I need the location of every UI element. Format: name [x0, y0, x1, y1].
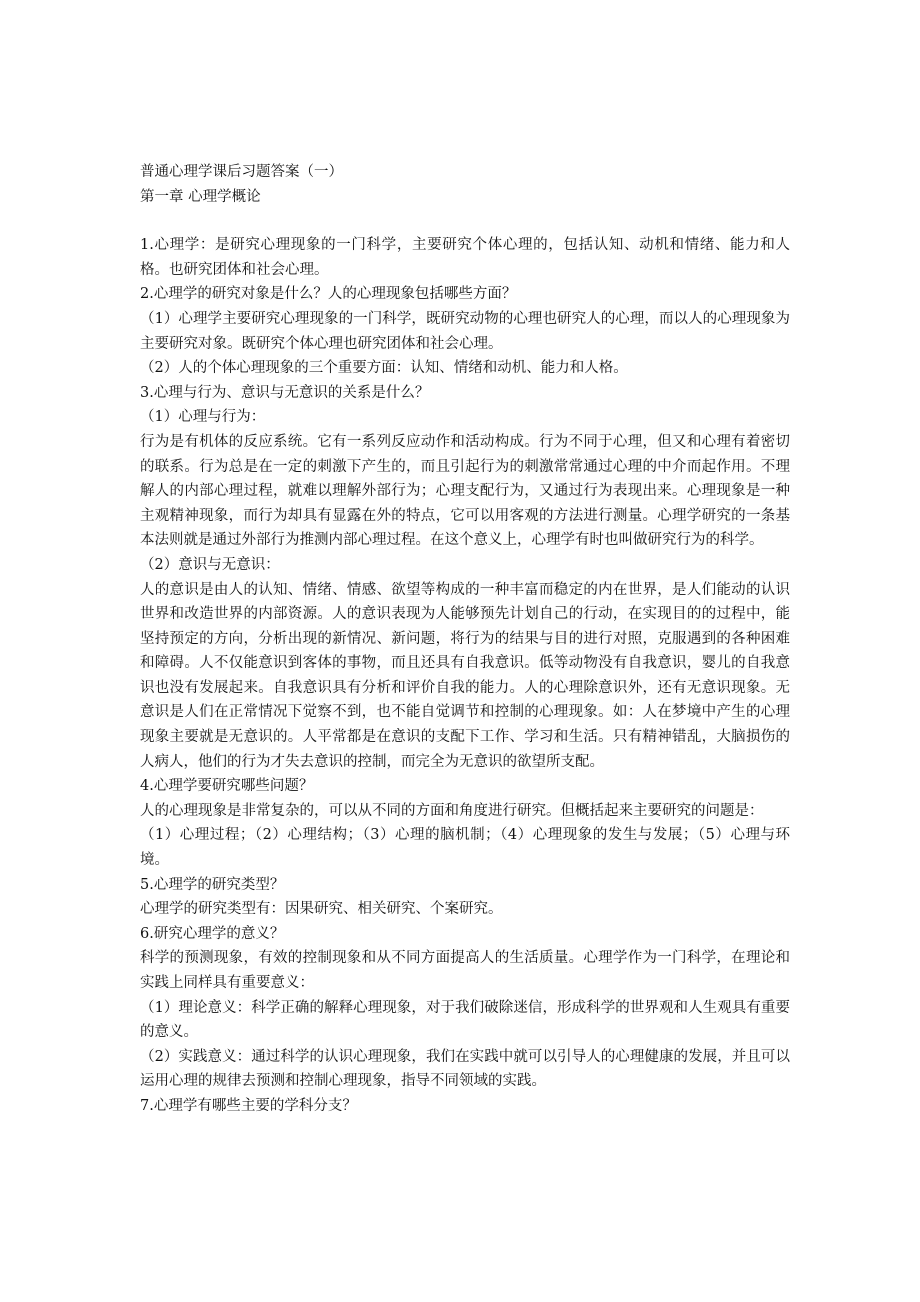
paragraph: 人的心理现象是非常复杂的，可以从不同的方面和角度进行研究。但概括起来主要研究的问题是：: [140, 802, 764, 819]
question-heading: 6.研究心理学的意义？: [140, 925, 285, 942]
document-body: [140, 160, 790, 1119]
paragraph: 人的意识是由人的认知、情绪、情感、欲望等构成的一种丰富而稳定的内在世界，是人们能动的认识世界和改造世界的内部资源。人的意识表现为人能够预先计划自己的行动，在实现目的的过程中，能坚持预定的方向，分析出现的新情况、新问题，将行为的结果与目的进行对照，克服遇到的各种困难和障碍。人不仅能意识到客体的事物，而且还具有自我意识。低等动物没有自我意识，婴儿的自我意识也没有发展起来。自我意识具有分析和评价自我的能力。人的心理除意识外，还有无意识现象。无意识是人们在正常情况下觉察不到，也不能自觉调节和控制的心理现象。如：人在梦境中产生的心理现象主要就是无意识的。人平常都是在意识的支配下工作、学习和生活。只有精神错乱，大脑损伤的人病人，他们的行为才失去意识的控制，而完全为无意识的欲望所支配。: [140, 581, 790, 770]
question-heading: 7.心理学有哪些主要的学科分支？: [140, 1097, 357, 1114]
paragraph: （1）心理学主要研究心理现象的一门科学，既研究动物的心理也研究人的心理，而以人的心理现象为主要研究对象。既研究个体心理也研究团体和社会心理。: [140, 310, 790, 352]
paragraph: （2）人的个体心理现象的三个重要方面：认知、情绪和动机、能力和人格。: [140, 360, 628, 377]
question-heading: 2.心理学的研究对象是什么？人的心理现象包括哪些方面？: [140, 286, 517, 303]
subheading: （2）意识与无意识：: [140, 556, 280, 573]
paragraph: 1.心理学：是研究心理现象的一门科学，主要研究个体心理的，包括认知、动机和情绪、能力和人格。也研究团体和社会心理。: [140, 237, 790, 278]
question-heading: 3.心理与行为、意识与无意识的关系是什么？: [140, 384, 430, 401]
subheading: （1）心理与行为：: [140, 409, 266, 426]
document-title: 普通心理学课后习题答案（一）: [140, 164, 343, 180]
paragraph: （2）实践意义：通过科学的认识心理现象，我们在实践中就可以引导人的心理健康的发展，并且可以运用心理的规律去预测和控制心理现象，指导不同领域的实践。: [140, 1048, 790, 1090]
paragraph: 心理学的研究类型有：因果研究、相关研究、个案研究。: [140, 901, 503, 918]
question-heading: 4.心理学要研究哪些问题？: [140, 778, 314, 795]
question-heading: 5.心理学的研究类型？: [140, 876, 285, 893]
paragraph: （1）理论意义：科学正确的解释心理现象，对于我们破除迷信，形成科学的世界观和人生观具有重要的意义。: [140, 999, 790, 1041]
paragraph: 科学的预测现象，有效的控制现象和从不同方面提高人的生活质量。心理学作为一门科学，在理论和实践上同样具有重要意义：: [140, 950, 790, 991]
chapter-heading: 第一章 心理学概论: [140, 188, 261, 205]
paragraph: （1）心理过程；（2）心理结构；（3）心理的脑机制；（4）心理现象的发生与发展；（5）心理与环境。: [140, 827, 790, 869]
paragraph: 行为是有机体的反应系统。它有一系列反应动作和活动构成。行为不同于心理，但又和心理有着密切的联系。行为总是在一定的刺激下产生的，而且引起行为的刺激常常通过心理的中介而起作用。不理解人的内部心理过程，就难以理解外部行为；心理支配行为，又通过行为表现出来。心理现象是一种主观精神现象，而行为却具有显露在外的特点，它可以用客观的方法进行测量。心理学研究的一条基本法则就是通过外部行为推测内部心理过程。在这个意义上，心理学有时也叫做研究行为的科学。: [140, 433, 790, 549]
blank-line: [140, 209, 790, 233]
